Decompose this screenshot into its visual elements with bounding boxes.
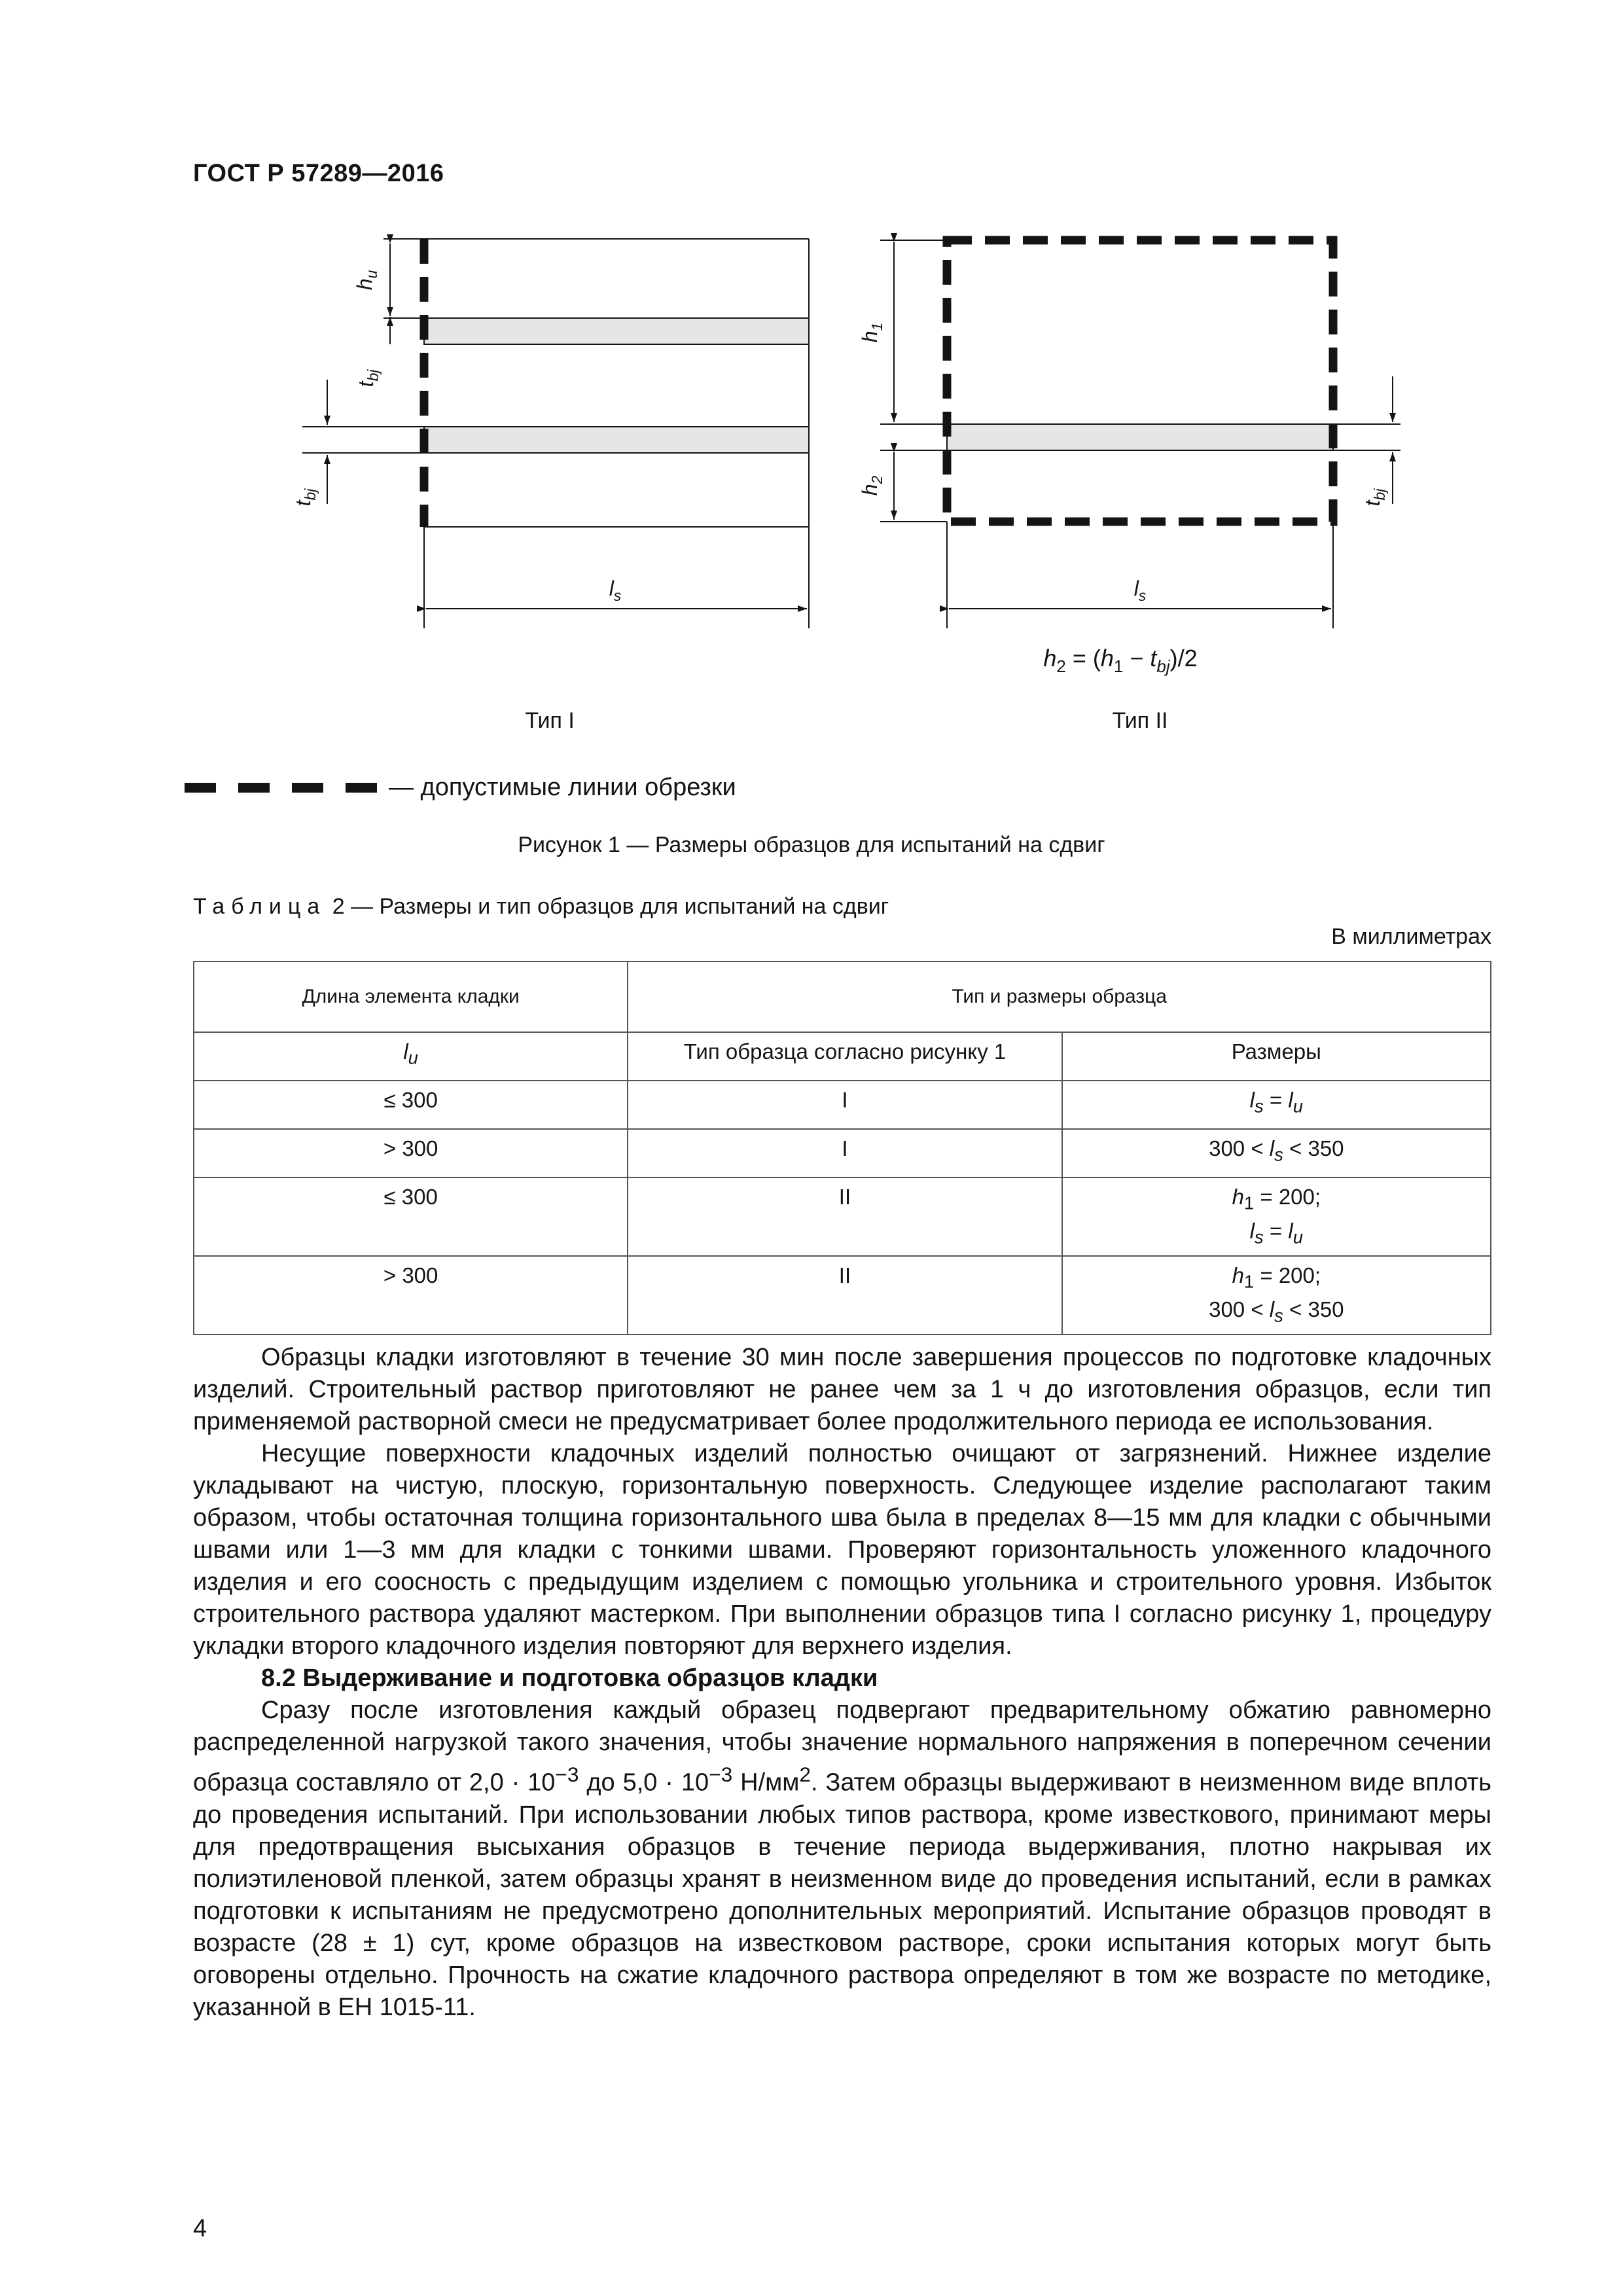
figure-legend	[185, 771, 736, 804]
specimen-table	[193, 961, 1491, 1335]
figure-caption: Рисунок 1 — Размеры образцов для испытаний на сдвиг	[518, 833, 1105, 857]
figure-1	[0, 0, 1623, 851]
table-units: В миллиметрах	[1331, 924, 1491, 949]
section-heading-8-2: 8.2 Выдерживание и подготовка образцов кладки	[261, 1664, 878, 1692]
type1-label: Тип I	[525, 708, 575, 733]
table-row: > 300 II $h_1 = 200$; $300 < l_s < 350$	[194, 1256, 1491, 1335]
legend-text: — допустимые линии обрезки	[389, 773, 736, 801]
table-row: ≤ 300 I $l_s = l_u$	[194, 1081, 1491, 1129]
table-row: ≤ 300 II $h_1 = 200$; $l_s = l_u$	[194, 1177, 1491, 1256]
label-h1: $h_1$	[858, 322, 885, 343]
label-tbj-right: $t_{bj}$	[1361, 488, 1388, 507]
subheader-lu: $l_u$	[194, 1032, 628, 1081]
figure-type2	[880, 240, 1400, 628]
paragraph-1: Образцы кладки изготовляют в течение 30 мин после завершения процессов по подготовке кладочных изделий. Строительный раствор приготовляют не ранее чем за 1 ч до изготовления образцов, если тип применяемой растворной смеси не предусматривает более продолжительного периода ее использования.	[193, 1344, 1491, 1435]
subheader-type: Тип образца согласно рисунку 1	[628, 1032, 1061, 1081]
table-caption: Таблица 2 — Размеры и тип образцов для испытаний на сдвиг	[193, 894, 889, 919]
body-text	[193, 1342, 1491, 2024]
label-tbj-left: $t_{bj}$	[291, 488, 319, 507]
table-subheader-row	[194, 1032, 1491, 1081]
formula-h2: $h_2 = (h_1 - t_{bj})/2$	[1043, 645, 1198, 676]
header-length: Длина элемента кладки	[194, 961, 628, 1032]
subheader-dims: Размеры	[1062, 1032, 1491, 1081]
header-type-size: Тип и размеры образца	[628, 961, 1491, 1032]
table-header-row	[194, 961, 1491, 1032]
type2-label: Тип II	[1112, 708, 1168, 733]
label-ls-type2: $l_s$	[1133, 577, 1147, 604]
figure-type1	[302, 239, 809, 628]
label-ls-type1: $l_s$	[609, 577, 622, 604]
document-header: ГОСТ Р 57289—2016	[193, 160, 444, 187]
paragraph-3: Сразу после изготовления каждый образец подвергают предварительному обжатию равномерно распределенной нагрузкой такого значения, чтобы значение нормального напряжения в поперечном сечении образца составляло от $2,0 \cdot 10^{-3}$ до $5,0 \cdot 10^{-3}$ $Н/мм^2$. Затем образцы выдерживают в неизменном виде вплоть до проведения испытаний. При использовании любых типов раствора, кроме известкового, принимают меры для предотвращения высыхания образцов в течение периода выдерживания, плотно накрывая их полиэтиленовой пленкой, затем образцы хранят в неизменном виде до проведения испытаний, если в рамках подготовки к испытаниям не предусмотрено дополнительных мероприятий. Испытание образцов проводят в возрасте (28 ± 1) сут, кроме образцов на известковом растворе, сроки испытания которых могут быть оговорены отдельно. Прочность на сжатие кладочного раствора определяют в том же возрасте по методике, указанной в ЕН 1015-11.	[193, 1696, 1491, 2021]
page-number: 4	[193, 2215, 207, 2242]
paragraph-2: Несущие поверхности кладочных изделий полностью очищают от загрязнений. Нижнее изделие укладывают на чистую, плоскую, горизонтальную поверхность. Следующее изделие располагают таким образом, чтобы остаточная толщина горизонтального шва была в пределах 8—15 мм для кладки с обычными швами или 1—3 мм для кладки с тонкими швами. Проверяют горизонтальность уложенного кладочного изделия и его соосность с предыдущим изделием с помощью угольника и строительного уровня. Избыток строительного раствора удаляют мастерком. При выполнении образцов типа I согласно рисунку 1, процедуру укладки второго кладочного изделия повторяют для верхнего изделия.	[193, 1440, 1491, 1660]
dashed-line-sample	[185, 783, 377, 793]
label-h2: $h_2$	[858, 475, 885, 496]
label-hu: $h_u$	[353, 270, 380, 291]
table-row: > 300 I $300 < l_s < 350$	[194, 1129, 1491, 1177]
label-tbj-top: $t_{bj}$	[354, 369, 382, 387]
